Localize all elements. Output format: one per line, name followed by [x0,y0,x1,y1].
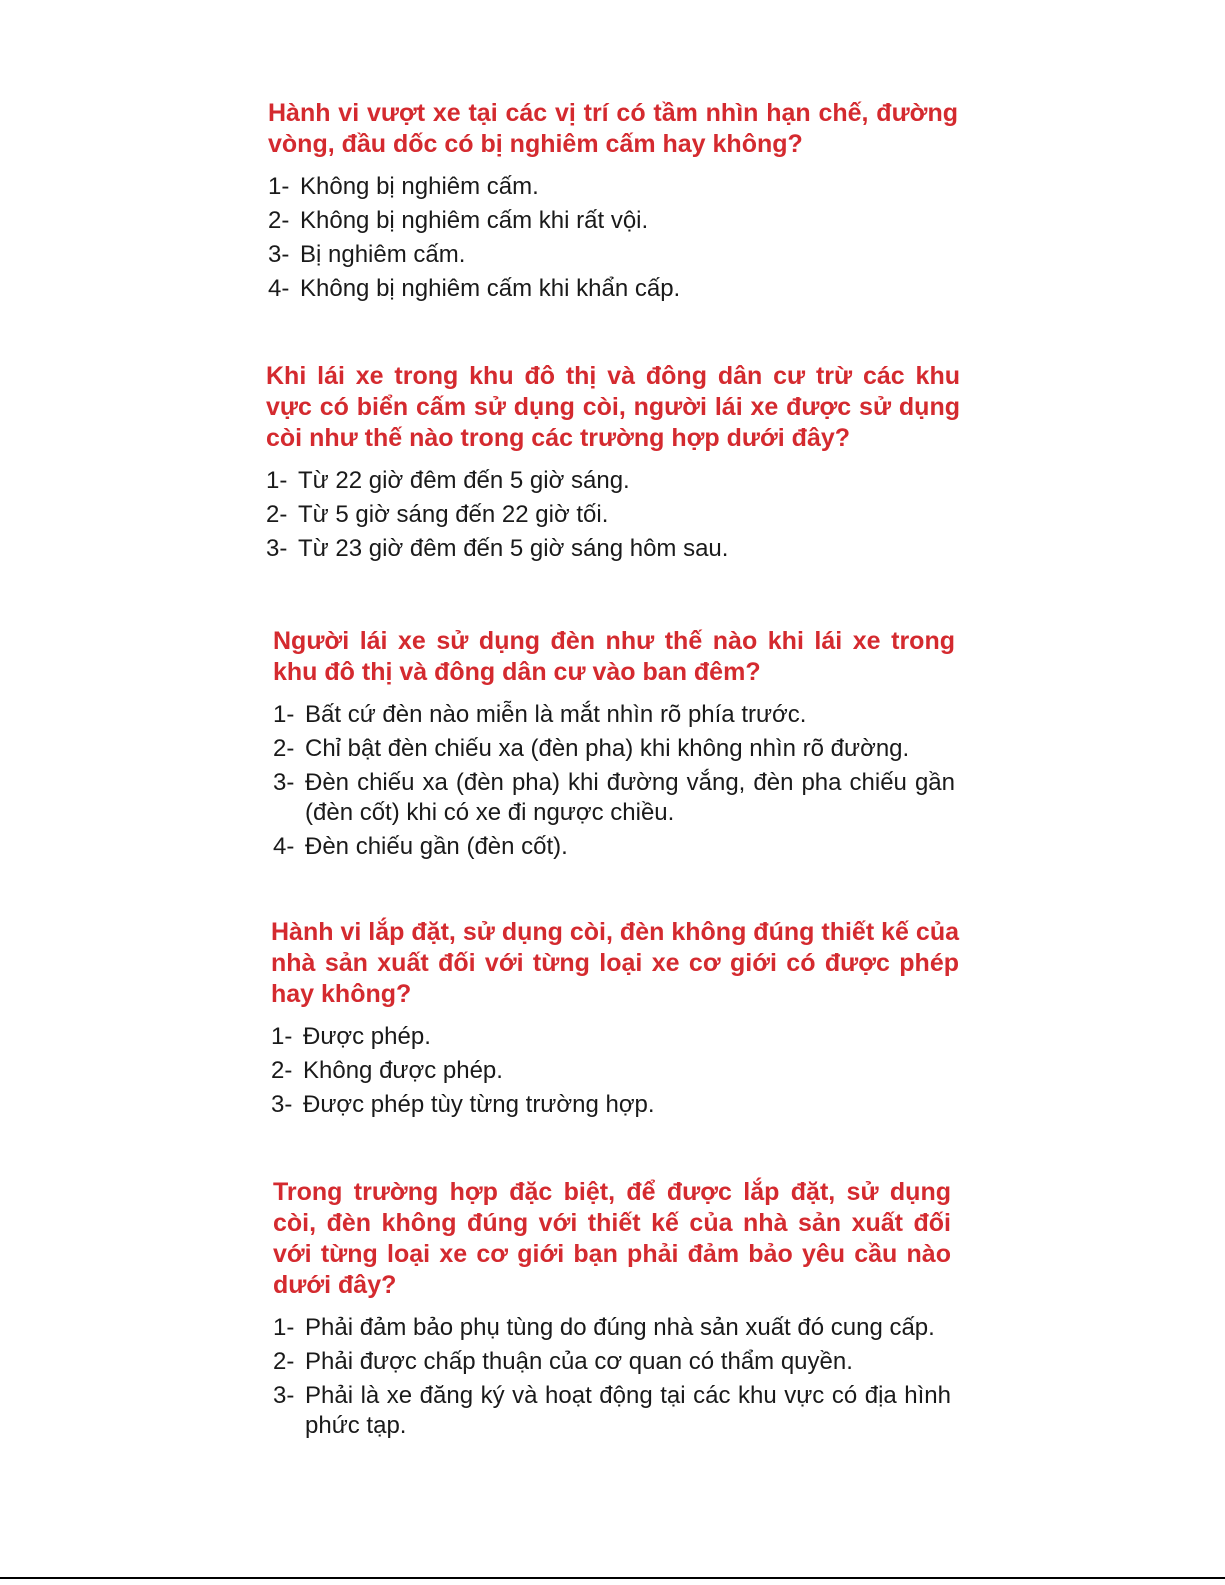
question-text: Người lái xe sử dụng đèn như thế nào khi lái xe trong khu đô thị và đông dân cư vào ban đêm? [273,627,955,686]
answer-text: Bất cứ đèn nào miễn là mắt nhìn rõ phía trước. [305,701,807,728]
answer-text: Từ 23 giờ đêm đến 5 giờ sáng hôm sau. [298,535,729,562]
answer-text: Từ 5 giờ sáng đến 22 giờ tối. [298,501,609,528]
answer-number: 3- [273,769,295,796]
answer-text: Phải là xe đăng ký và hoạt động tại các khu vực có địa hình phức tạp. [305,1382,951,1439]
question-block [268,98,958,308]
answer-item [268,274,958,304]
answer-text: Đèn chiếu gần (đèn cốt). [305,833,568,860]
answer-number: 1- [273,701,295,728]
answer-item [273,768,955,828]
answer-text: Chỉ bật đèn chiếu xa (đèn pha) khi không nhìn rõ đường. [305,735,910,762]
answer-number: 4- [273,833,295,860]
answer-text: Được phép. [303,1023,431,1050]
answer-number: 3- [273,1382,295,1409]
answer-number: 2- [271,1057,293,1084]
answer-item [268,172,958,202]
answer-item [271,1056,959,1086]
answer-number: 1- [266,467,288,494]
answer-item [266,466,960,496]
answer-list [273,1313,951,1441]
answer-number: 1- [268,173,290,200]
answer-list [271,1022,959,1120]
answer-item [273,1381,951,1441]
answer-item [273,1347,951,1377]
answer-number: 2- [268,207,290,234]
question-block [271,917,959,1124]
answer-list [268,172,958,304]
question-block [273,1177,951,1445]
answer-item [266,500,960,530]
question-text: Trong trường hợp đặc biệt, để được lắp đặt, sử dụng còi, đèn không đúng với thiết kế của nhà sản xuất đối với từng loại xe cơ giới bạn phải đảm bảo yêu cầu nào dưới đây? [273,1178,951,1299]
answer-number: 2- [266,501,288,528]
question-text: Hành vi lắp đặt, sử dụng còi, đèn không đúng thiết kế của nhà sản xuất đối với từng loại xe cơ giới có được phép hay không? [271,918,959,1008]
answer-text: Không bị nghiêm cấm khi khẩn cấp. [300,275,681,302]
answer-text: Được phép tùy từng trường hợp. [303,1091,655,1118]
answer-item [273,1313,951,1343]
answer-text: Từ 22 giờ đêm đến 5 giờ sáng. [298,467,630,494]
answer-number: 3- [268,241,290,268]
answer-number: 2- [273,735,295,762]
answer-text: Không bị nghiêm cấm. [300,173,539,200]
answer-item [268,240,958,270]
answer-text: Không được phép. [303,1057,503,1084]
answer-number: 4- [268,275,290,302]
answer-text: Phải đảm bảo phụ tùng do đúng nhà sản xuất đó cung cấp. [305,1314,935,1341]
answer-text: Không bị nghiêm cấm khi rất vội. [300,207,649,234]
answer-item [266,534,960,564]
bottom-border-line [0,1577,1225,1579]
answer-number: 2- [273,1348,295,1375]
answer-item [273,700,955,730]
answer-number: 1- [273,1314,295,1341]
answer-list [266,466,960,564]
answer-text: Đèn chiếu xa (đèn pha) khi đường vắng, đèn pha chiếu gần (đèn cốt) khi có xe đi ngược chiều. [305,769,955,826]
answer-item [268,206,958,236]
question-text: Hành vi vượt xe tại các vị trí có tầm nhìn hạn chế, đường vòng, đầu dốc có bị nghiêm cấm hay không? [268,99,958,158]
question-block [266,361,960,568]
answer-text: Bị nghiêm cấm. [300,241,466,268]
answer-number: 3- [266,535,288,562]
answer-number: 3- [271,1091,293,1118]
answer-item [271,1022,959,1052]
answer-text: Phải được chấp thuận của cơ quan có thẩm quyền. [305,1348,853,1375]
question-text: Khi lái xe trong khu đô thị và đông dân cư trừ các khu vực có biển cấm sử dụng còi, người lái xe được sử dụng còi như thế nào trong các trường hợp dưới đây? [266,362,960,452]
answer-item [271,1090,959,1120]
answer-item [273,734,955,764]
question-block [273,626,955,866]
answer-item [273,832,955,862]
answer-list [273,700,955,862]
answer-number: 1- [271,1023,293,1050]
